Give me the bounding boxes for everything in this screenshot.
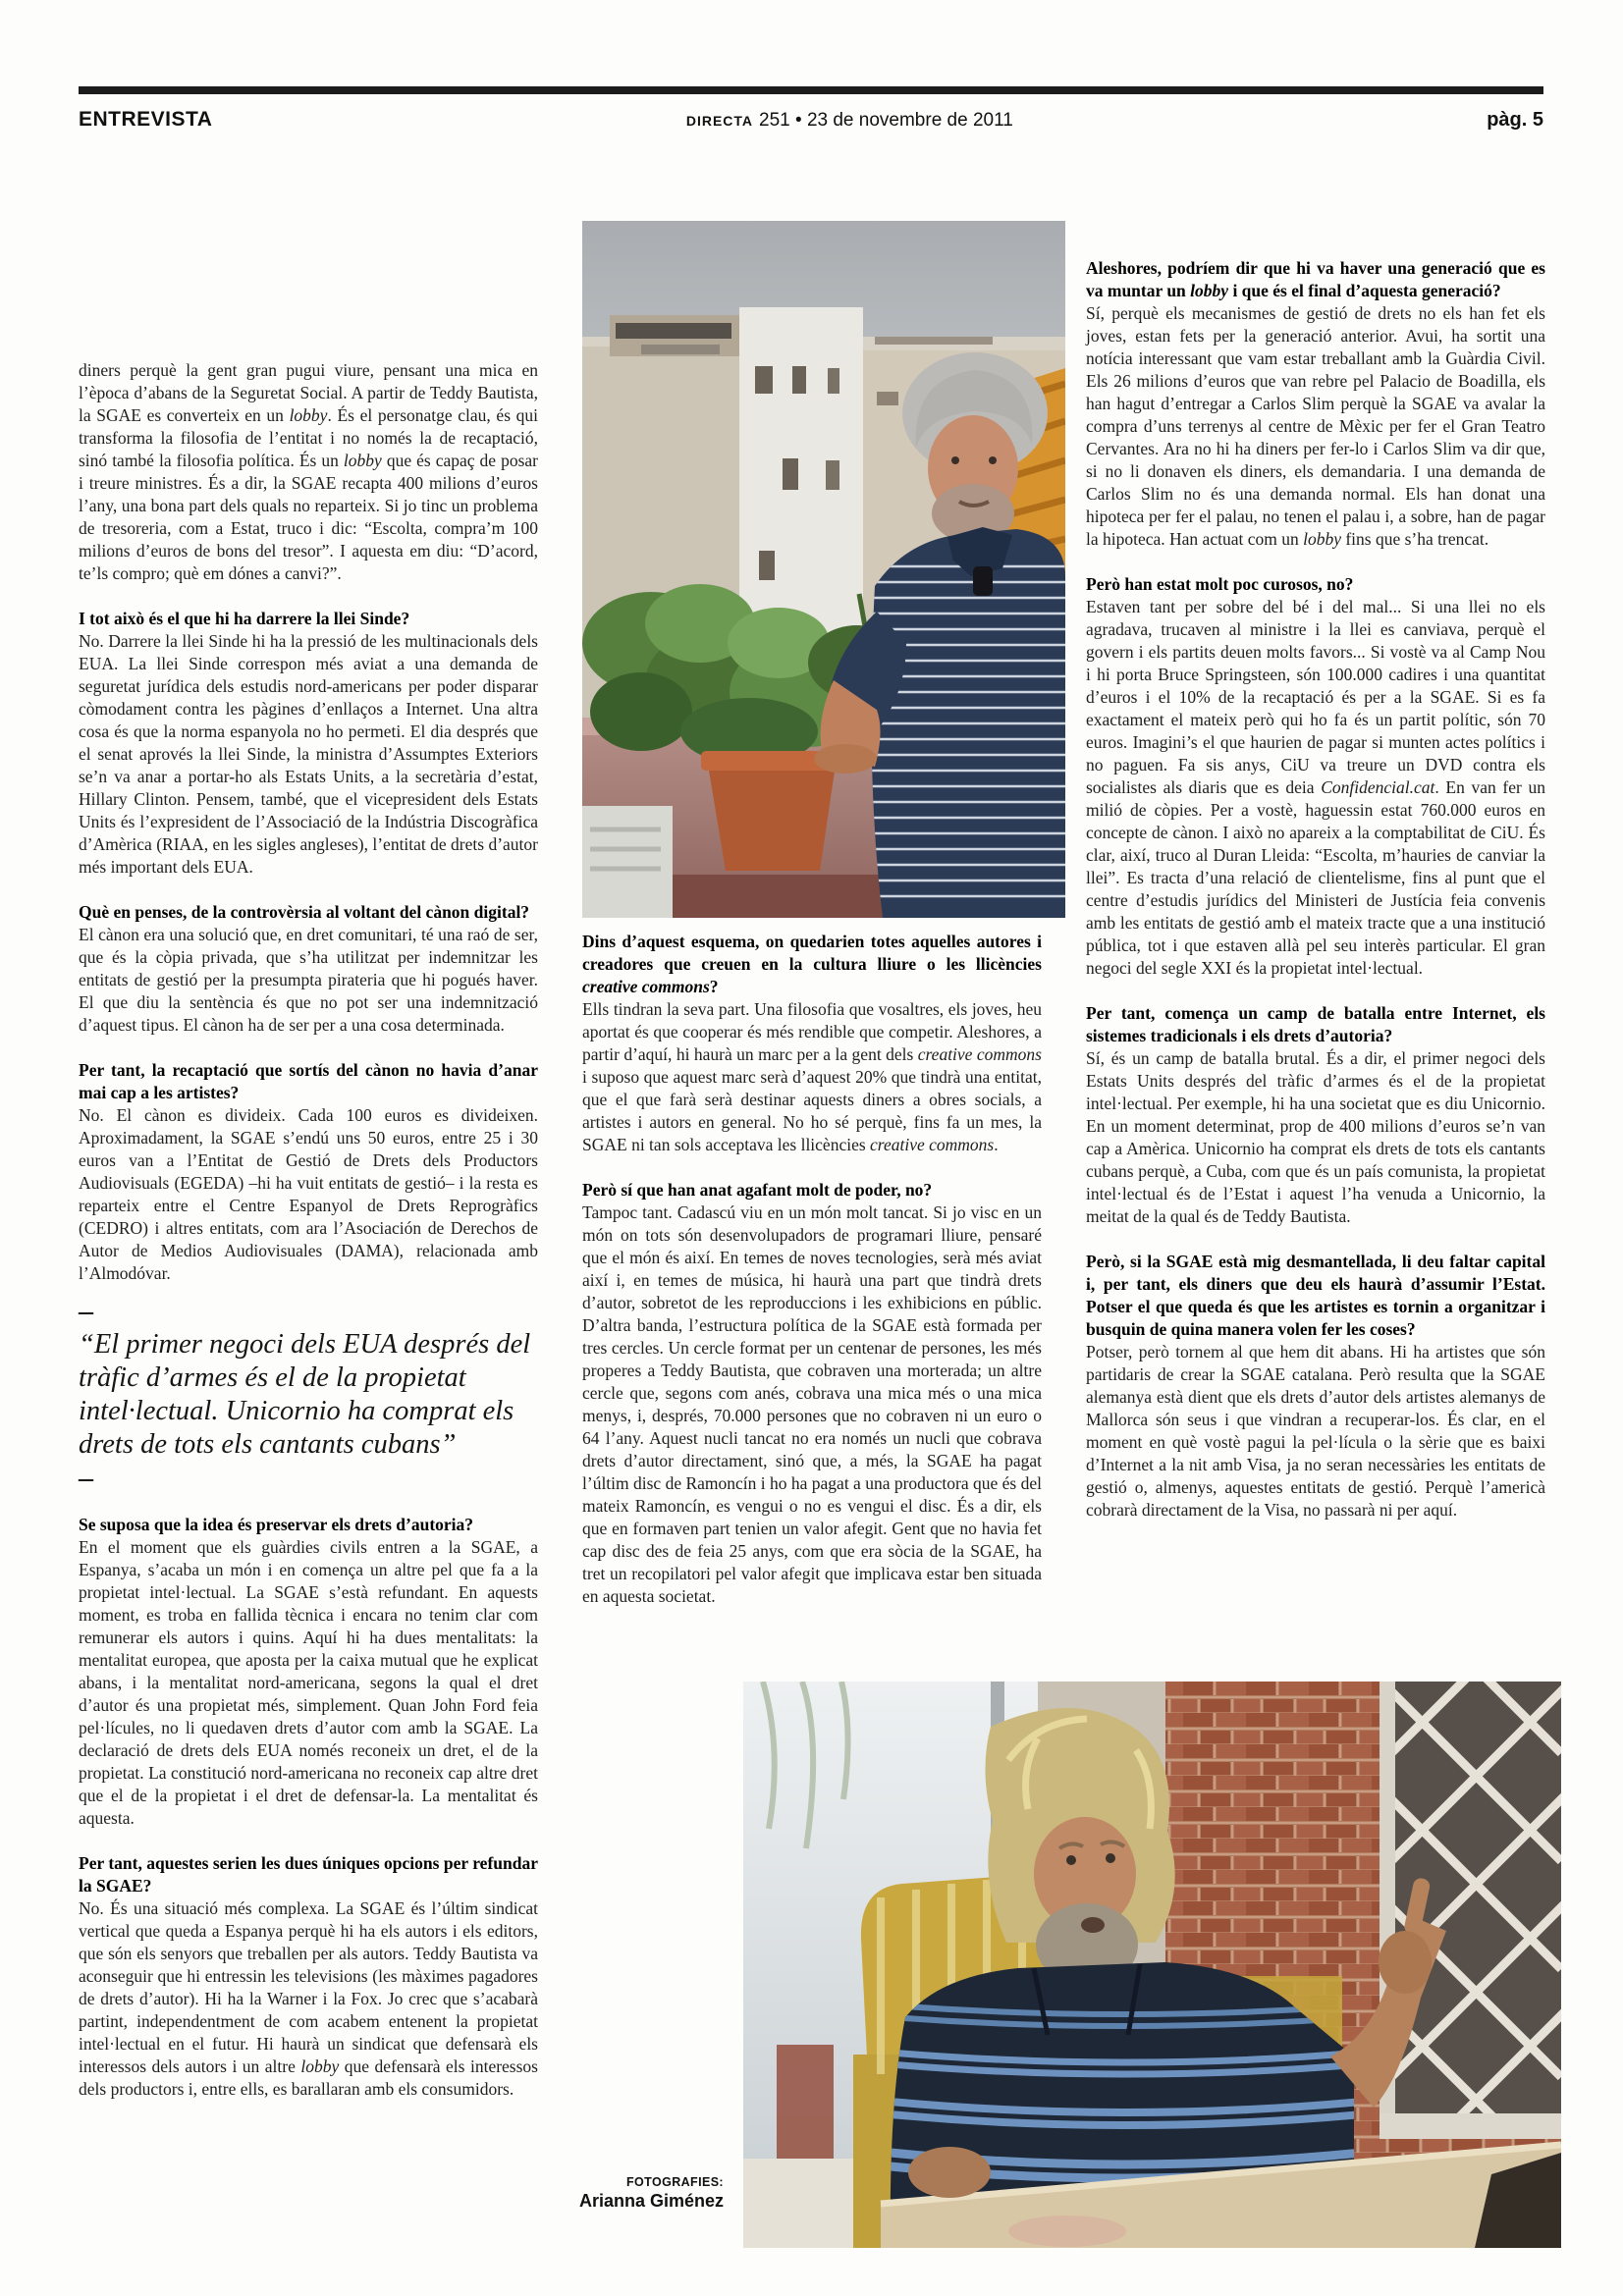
question: Aleshores, podríem dir que hi va haver una generació que es va muntar un lobby i que és el final d’aquesta generació? xyxy=(1086,258,1545,300)
question: Per tant, comença un camp de batalla entre Internet, els sistemes tradicionals i els drets d’autoria? xyxy=(1086,1003,1545,1045)
question: I tot això és el que hi ha darrere la llei Sinde? xyxy=(79,609,410,628)
armchair-gesture-illustration xyxy=(743,1682,1561,2248)
question: Per tant, aquestes serien les dues úniques opcions per refundar la SGAE? xyxy=(79,1853,538,1896)
photo-armchair-gesture xyxy=(743,1682,1561,2248)
question: Dins d’aquest esquema, on quedarien totes aquelles autores i creadores que creuen en la cultura lliure o les llicències creative commons? xyxy=(582,932,1042,996)
column-1 xyxy=(79,359,538,2101)
answer: No. El cànon es divideix. Cada 100 euros es divideixen. Aproximadament, la SGAE s’endú uns 50 euros, entre 25 i 30 euros van a l’Entitat de Gestió de Drets dels Productors Audiovisuals (EGEDA) –hi ha vuit entitats de gestió– i la resta es reparteix entre el Centre Espanyol de Drets Reprogràfics (CEDRO) i altres entitats, com ara l’Asociación de Derechos de Autor de Medios Audiovisuales (DAMA), relacionada amb l’Almodóvar. xyxy=(79,1105,538,1283)
answer: Tampoc tant. Cadascú viu en un món molt tancat. Si jo visc en un món on tots són desenvolupadors de programari lliure, pensaré que el món és així. En temes de noves tecnologies, serà més aviat així i, en temes de música, hi haurà una part que tindrà drets d’autor, sobretot de les reproduccions i les exhibicions en públic. D’altra banda, l’estructura política de la SGAE està formada per tres cercles. Un cercle format per un centenar de persones, les més properes a Teddy Bautista, que cobraven una morterada; un altre cercle que, segons com anés, cobrava una mica més o una mica menys, i, després, 70.000 persones que no cobraven ni un euro o 64 l’any. Aquest nucli tancat no era només un nucli que cobrava drets d’autor directament, sinó que, a més, la SGAE ha pagat l’últim disc de Ramoncín i ho ha pagat a una productora que és del mateix Ramoncín, es vengui o no es vengui el disc. És a dir, els que en formaven part tenien un valor afegit. Gent que no havia fet cap disc des de feia 25 anys, com que era sòcia de la SGAE, ha tret un recopilatori pel valor afegit que implicava estar ben situada en aquesta societat. xyxy=(582,1202,1042,1606)
question: Per tant, la recaptació que sortís del cànon no havia d’anar mai cap a les artistes? xyxy=(79,1060,538,1102)
page-number: pàg. 5 xyxy=(1487,109,1543,131)
publication-name: DIRECTA xyxy=(685,113,754,129)
answer: Sí, és un camp de batalla brutal. És a dir, el primer negoci dels Estats Units després del tràfic d’armes és el de la propietat intel·lectual. Per exemple, hi ha una societat que es diu Unicornio. En un moment determinat, prop de 400 milions d’euros se’n van cap a Amèrica. Unicornio ha comprat els drets de tots els cantants cubans perquè, a Cuba, com que és un país comunista, la propietat intel·lectual és de l’Estat i aquest l’ha venuda a Unicornio, la meitat de la qual és de Teddy Bautista. xyxy=(1086,1048,1545,1226)
answer: No. És una situació més complexa. La SGAE és l’últim sindicat vertical que queda a Espanya perquè hi ha els autors i els editors, que són els senyors que treballen per als autors. Teddy Bautista va aconseguir que hi entressin les televisions (les màximes pagadores de drets d’autor). Hi ha la Warner i la Fox. Jo crec que s’acabarà partint, independentment de com acabem entenent la propietat intel·lectual en el futur. Hi haurà un sindicat que defensarà els interessos dels autors i un altre lobby que defensarà els interessos dels productors i, entre ells, es barallaran amb els consumidors. xyxy=(79,1898,538,2099)
photo-credit-label: FOTOGRAFIES: xyxy=(625,2175,724,2189)
intro-paragraph: diners perquè la gent gran pugui viure, pensant una mica en l’època d’abans de la Seguretat Social. A partir de Teddy Bautista, la SGAE es converteix en un lobby. És el personatge clau, és qui transforma la filosofia de l’entitat i no només la de recaptació, sinó també la filosofia política. És un lobby que és capaç de posar i treure ministres. És a dir, la SGAE recapta 400 milions d’euros l’any, una bona part dels quals no reparteix. Si jo tinc un problema de tresoreria, com a Estat, truco i dic: “Escolta, compra’m 100 milions d’euros de bons del tresor”. I aquesta em diu: “D’acord, te’ls compro; què em dónes a canvi?”. xyxy=(79,360,538,583)
column-3 xyxy=(1086,257,1545,1522)
question: Però, si la SGAE està mig desmantellada, li deu faltar capital i, per tant, els diners que deu els haurà d’assumir l’Estat. Potser el que queda és que les artistes es tornin a organitzar i busquin de quina manera volen fer les coses? xyxy=(1086,1252,1545,1339)
answer: El cànon era una solució que, en dret comunitari, té una raó de ser, que és la còpia privada, que s’ha utilitzat per indemnitzar les entitats de gestió per la presumpta pirateria que hi pogués haver. El que diu la sentència és que no pot ser una indemnització d’aquest tipus. El cànon ha de ser per a una cosa determinada. xyxy=(79,925,538,1035)
answer: Potser, però tornem al que hem dit abans. Hi ha artistes que són partidaris de crear la SGAE catalana. Però resulta que la SGAE alemanya està dient que els drets d’autor dels artistes alemanys de Mallorca són seus i que vindran a recuperar-los. És clar, en el moment en què vostè pagui la pel·lícula o la sèrie que es baixi d’Internet a la nit amb Visa, ja no seran necessàries les entitats de gestió o, almenys, aquestes entitats de gestió. Perquè l’americà cobrarà directament de la Visa, no passarà ni per aquí. xyxy=(1086,1342,1545,1520)
pull-quote xyxy=(79,1295,538,1494)
photo-credit xyxy=(579,2175,724,2212)
photo-terrace-portrait xyxy=(582,221,1065,918)
answer: En el moment que els guàrdies civils entren a la SGAE, a Espanya, s’acaba un món i en comença un altre pel que fa a la propietat intel·lectual. La SGAE s’està refundant. En aquests moment, es troba en fallida tècnica i encara no tenim clar com remunerar els autors i quins. Aquí hi ha dues mentalitats: la mentalitat europea, que aposta per la caixa mutual que he explicat abans, i la mentalitat nord-americana, segons la qual el dret d’autor és una propietat més, simplement. Quan John Ford feia pel·lícules, no li quedaven drets d’autor com amb la SGAE. La declaració de drets dels EUA només reconeix un dret, el de la propietat. La constitució nord-americana no reconeix cap altre dret que el de la propietat i el dret de defensar-la. La mentalitat és aquesta. xyxy=(79,1537,538,1828)
question: Però sí que han anat agafant molt de poder, no? xyxy=(582,1180,933,1200)
issue-info xyxy=(212,110,1487,132)
question: Se suposa que la idea és preservar els drets d’autoria? xyxy=(79,1515,474,1534)
photo-credit-name: Arianna Giménez xyxy=(578,2191,724,2211)
pull-quote-text: “El primer negoci dels EUA després del tràfic d’armes és el de la propietat intel·lectual. Unicornio ha comprat els drets de tots els cantants cubans” xyxy=(79,1329,531,1460)
issue-date: 251 • 23 de novembre de 2011 xyxy=(759,110,1013,131)
pull-quote-dash-bottom: – xyxy=(79,1462,93,1494)
answer: Estaven tant per sobre del bé i del mal... Si una llei no els agradava, trucaven al ministre i la llei es canviava, perquè el govern i els partits deuen molts favors... Si vostè va al Camp Nou i hi porta Bruce Springsteen, són 100.000 cadires i una quantitat d’euros i el 10% de la recaptació és per a la SGAE. Si es fa exactament el mateix però qui ho fa és un partit polític, són 70 euros. Imagini’s el que haurien de pagar si munten actes polítics i no paguen. Fa sis anys, CiU va treure un DVD contra els socialistes als diaris que es deia Confidencial.cat. En van fer un milió de còpies. Per a vostè, haguessin estat 760.000 euros en concepte de cànon. I això no apareix a la comptabilitat de CiU. És clar, així, truco al Duran Lleida: “Escolta, m’hauries de canviar la llei”. Es tracta d’una relació de clientelisme, fins al punt que el centre d’estudis jurídics del Ministeri de Justícia feia convenis amb les entitats de gestió amb el mateix tracte que a una institució pública, tot i que estaven allà pel seu interès particular. El gran negoci del segle XXI és la propietat intel·lectual. xyxy=(1086,597,1545,978)
section-label: ENTREVISTA xyxy=(79,108,213,131)
column-2 xyxy=(582,931,1042,1608)
pull-quote-dash-top: – xyxy=(79,1295,93,1327)
answer: No. Darrere la llei Sinde hi ha la pressió de les multinacionals dels EUA. La llei Sinde correspon més aviat a una demanda de seguretat jurídica dels estudis nord-americans per poder disparar còmodament contra les pàgines d’enllaços a Internet. Una altra cosa és que la norma espanyola no ho permeti. El dia després que el senat aprovés la llei Sinde, la ministra d’Assumptes Exteriors se’n va anar a portar-ho als Estats Units, a la secretària d’estat, Hillary Clinton. Pensem, també, que el vicepresident dels Estats Units és l’expresident de l’Associació de la Indústria Discogràfica d’Amèrica (RIAA, en les sigles angleses), l’entitat de drets d’autor més important dels EUA. xyxy=(79,631,538,877)
question: Però han estat molt poc curosos, no? xyxy=(1086,574,1354,594)
question: Què en penses, de la controvèrsia al voltant del cànon digital? xyxy=(79,902,530,922)
answer: Ells tindran la seva part. Una filosofia que vosaltres, els joves, heu aportat és que cooperar és més rendible que competir. Aleshores, a partir d’aquí, hi haurà un marc per a la gent dels creative commons i suposo que aquest marc serà d’aquest 20% que tindrà una entitat, que el que farà serà destinar aquests diners a obres socials, a artistes i autors en general. No ho sé perquè, fins fa un mes, la SGAE ni tan sols acceptava les llicències creative commons. xyxy=(582,999,1042,1154)
page-header xyxy=(79,108,1543,132)
answer: Sí, perquè els mecanismes de gestió de drets no els han fet els joves, estan fets per la generació anterior. Avui, ha sortit una notícia interessant que vam estar treballant amb la Guàrdia Civil. Els 26 milions d’euros que van rebre pel Palacio de Boadilla, els han hagut d’entregar a Carlos Slim perquè la SGAE va avalar la compra d’uns terrenys al centre de Mèxic per fer el Gran Teatro Cervantes. Ara no hi ha diners per fer-lo i Carlos Slim va dir que, si no li donaven els diners, els demandaria. I una demanda de Carlos Slim no és una demanda normal. Els han donat una hipoteca per fer el palau, no tenen el palau i, a sobre, han de pagar la hipoteca. Han actuat com un lobby fins que s’ha trencat. xyxy=(1086,303,1545,549)
header-rule xyxy=(79,86,1543,94)
terrace-portrait-illustration xyxy=(582,221,1065,918)
